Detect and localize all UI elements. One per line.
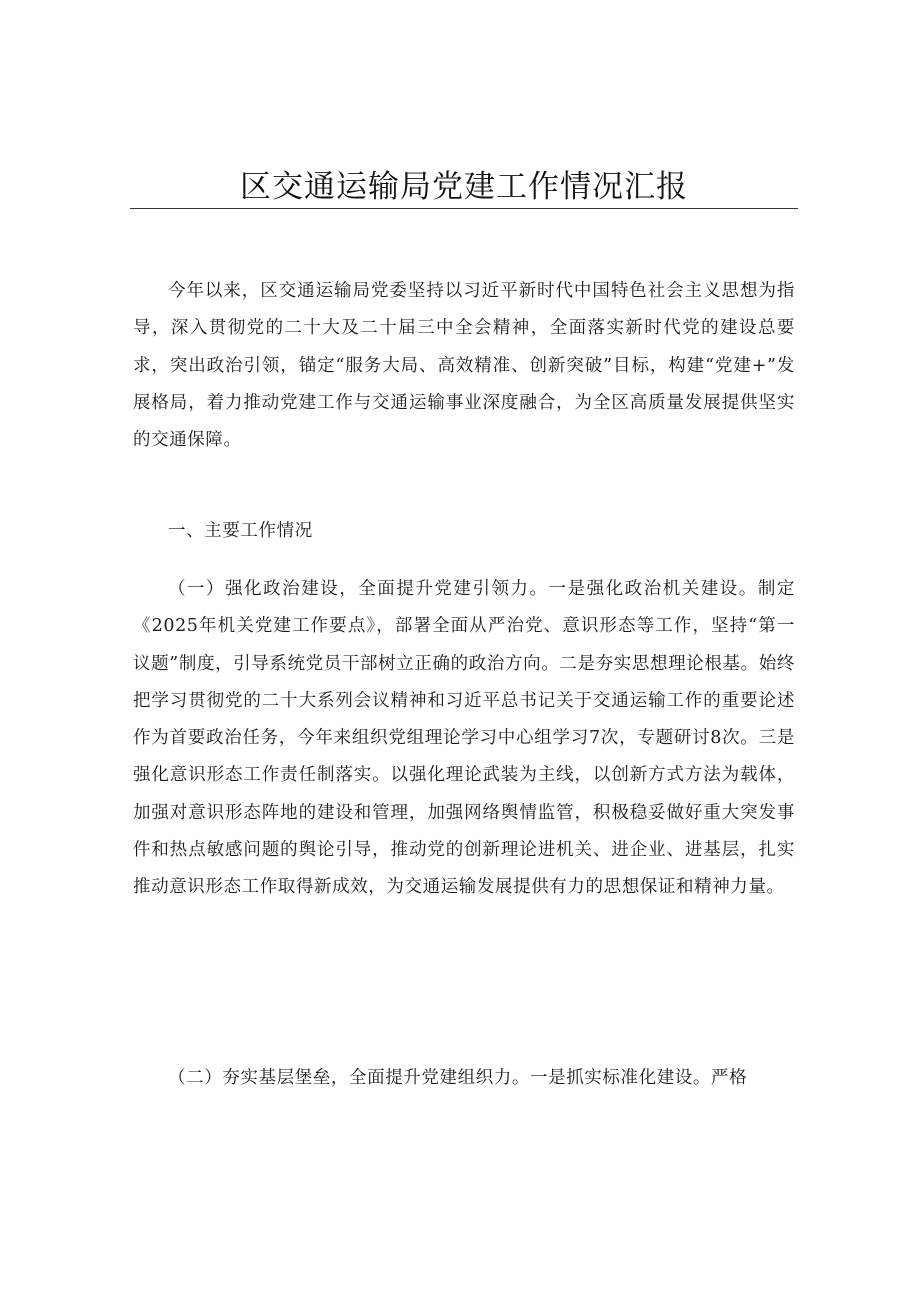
paragraph-grassroots-fortress: （二）夯实基层堡垒，全面提升党建组织力。一是抓实标准化建设。严格: [168, 1068, 748, 1088]
intro-paragraph: 今年以来，区交通运输局党委坚持以习近平新时代中国特色社会主义思想为指导，深入贯彻党的二十大及二十届三中全会精神，全面落实新时代党的建设总要求，突出政治引领，锚定“服务大局、高效精准、创新突破”目标，构建“党建+”发展格局，着力推动党建工作与交通运输事业深度融合，为全区高质量发展提供坚实的交通保障。: [133, 281, 795, 451]
title-underline: [130, 208, 798, 209]
page-title: 区交通运输局党建工作情况汇报: [240, 169, 688, 205]
paragraph-political-building: （一）强化政治建设，全面提升党建引领力。一是强化政治机关建设。制定《2025年机关党建工作要点》，部署全面从严治党、意识形态等工作，坚持“第一议题”制度，引导系统党员干部树立正确的政治方向。二是夯实思想理论根基。始终把学习贯彻党的二十大系列会议精神和习近平总书记关于交通运输工作的重要论述作为首要政治任务，今年来组织党组理论学习中心组学习7次，专题研讨8次。三是强化意识形态工作责任制落实。以强化理论武装为主线，以创新方式方法为载体，加强对意识形态阵地的建设和管理，加强网络舆情监管，积极稳妥做好重大突发事件和热点敏感问题的舆论引导，推动党的创新理论进机关、进企业、进基层，扎实推动意识形态工作取得新成效，为交通运输发展提供有力的思想保证和精神力量。: [133, 579, 795, 898]
section-heading-main-work: 一、主要工作情况: [168, 521, 313, 541]
